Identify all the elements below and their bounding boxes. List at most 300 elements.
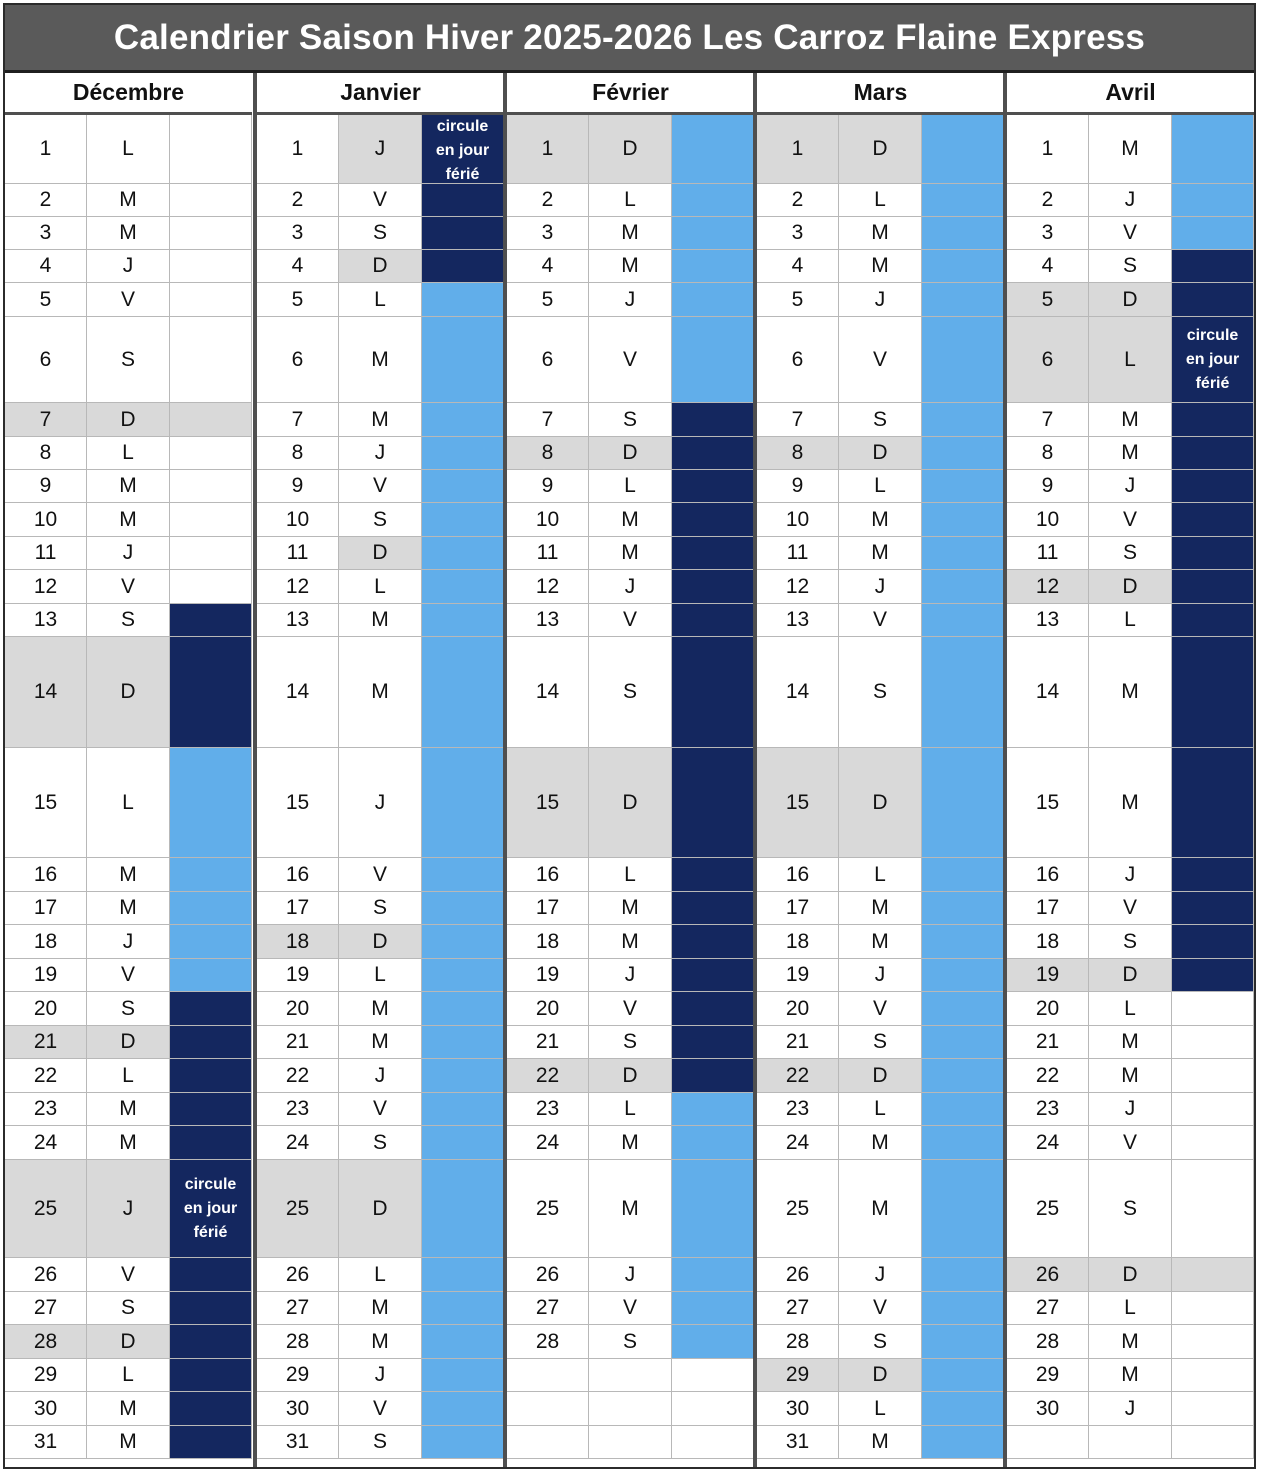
service-indicator <box>922 1059 1004 1093</box>
service-indicator <box>922 503 1004 537</box>
weekday-letter: V <box>87 959 170 992</box>
weekday-letter: M <box>839 1126 922 1160</box>
day-number: 3 <box>257 217 339 250</box>
weekday-letter: M <box>589 1126 672 1160</box>
day-number: 1 <box>507 115 589 184</box>
day-number: 31 <box>5 1426 87 1459</box>
day-number: 26 <box>257 1258 339 1292</box>
service-indicator <box>672 1392 754 1426</box>
weekday-letter: J <box>87 537 170 570</box>
weekday-letter: S <box>339 503 422 537</box>
day-number: 5 <box>1007 283 1089 317</box>
weekday-letter: J <box>87 925 170 959</box>
service-indicator <box>170 317 252 403</box>
day-number: 30 <box>5 1392 87 1426</box>
service-indicator <box>922 317 1004 403</box>
day-number: 11 <box>5 537 87 570</box>
weekday-letter: V <box>339 1093 422 1126</box>
day-number <box>1007 1426 1089 1459</box>
day-number <box>507 1392 589 1426</box>
weekday-letter: L <box>839 858 922 892</box>
service-indicator <box>922 1258 1004 1292</box>
service-indicator <box>170 503 252 537</box>
weekday-letter: D <box>1089 959 1172 992</box>
weekday-letter: J <box>589 570 672 604</box>
weekday-letter: M <box>1089 1026 1172 1059</box>
service-indicator <box>672 184 754 217</box>
service-indicator <box>422 1059 504 1093</box>
day-number: 5 <box>257 283 339 317</box>
weekday-letter: M <box>589 1160 672 1258</box>
day-number: 7 <box>1007 403 1089 437</box>
day-number: 15 <box>757 748 839 858</box>
weekday-letter: M <box>1089 437 1172 470</box>
day-number: 21 <box>5 1026 87 1059</box>
weekday-letter: V <box>839 1292 922 1325</box>
service-indicator <box>170 604 252 637</box>
service-indicator <box>922 437 1004 470</box>
service-indicator <box>422 892 504 925</box>
service-indicator <box>422 503 504 537</box>
day-number: 30 <box>757 1392 839 1426</box>
weekday-letter: L <box>839 1392 922 1426</box>
weekday-letter: L <box>1089 317 1172 403</box>
service-indicator <box>672 1292 754 1325</box>
day-number: 26 <box>5 1258 87 1292</box>
weekday-letter: J <box>839 570 922 604</box>
weekday-letter: D <box>589 1059 672 1093</box>
weekday-letter: V <box>87 570 170 604</box>
service-indicator <box>170 1026 252 1059</box>
service-indicator <box>170 184 252 217</box>
weekday-letter: J <box>589 1258 672 1292</box>
day-number: 8 <box>757 437 839 470</box>
weekday-letter: L <box>1089 604 1172 637</box>
weekday-letter: V <box>589 992 672 1026</box>
day-number: 6 <box>1007 317 1089 403</box>
month-separator <box>253 73 257 1469</box>
weekday-letter: V <box>87 283 170 317</box>
weekday-letter: L <box>1089 1292 1172 1325</box>
holiday-service-note: circule en jour férié <box>183 1175 238 1241</box>
weekday-letter: D <box>839 1059 922 1093</box>
service-indicator <box>1172 570 1254 604</box>
weekday-letter: L <box>87 437 170 470</box>
weekday-letter: M <box>87 1426 170 1459</box>
service-indicator <box>1172 470 1254 503</box>
weekday-letter: S <box>87 604 170 637</box>
day-number: 13 <box>257 604 339 637</box>
service-indicator <box>1172 115 1254 184</box>
day-number: 10 <box>1007 503 1089 537</box>
day-number: 23 <box>257 1093 339 1126</box>
service-indicator <box>922 1160 1004 1258</box>
day-number: 15 <box>507 748 589 858</box>
weekday-letter: D <box>339 537 422 570</box>
day-number: 8 <box>257 437 339 470</box>
service-indicator <box>170 1258 252 1292</box>
service-indicator <box>170 115 252 184</box>
weekday-letter: D <box>589 115 672 184</box>
weekday-letter: J <box>1089 858 1172 892</box>
service-indicator <box>922 115 1004 184</box>
service-indicator <box>1172 992 1254 1026</box>
weekday-letter: J <box>839 1258 922 1292</box>
weekday-letter: V <box>339 858 422 892</box>
service-indicator <box>922 403 1004 437</box>
service-indicator <box>672 892 754 925</box>
service-indicator <box>1172 925 1254 959</box>
weekday-letter: V <box>339 470 422 503</box>
service-indicator <box>422 637 504 748</box>
service-indicator <box>422 250 504 283</box>
weekday-letter: M <box>589 925 672 959</box>
service-indicator <box>1172 892 1254 925</box>
service-indicator <box>170 217 252 250</box>
day-number: 4 <box>1007 250 1089 283</box>
weekday-letter: D <box>589 437 672 470</box>
month-header: Avril <box>1007 73 1254 115</box>
day-number: 12 <box>257 570 339 604</box>
weekday-letter: M <box>1089 115 1172 184</box>
service-indicator <box>422 437 504 470</box>
day-number: 15 <box>5 748 87 858</box>
service-indicator <box>1172 184 1254 217</box>
month-column <box>257 73 504 1469</box>
day-number: 28 <box>5 1325 87 1359</box>
day-number: 6 <box>757 317 839 403</box>
service-indicator <box>672 959 754 992</box>
weekday-letter: V <box>1089 217 1172 250</box>
day-number: 13 <box>1007 604 1089 637</box>
service-indicator <box>1172 1026 1254 1059</box>
service-indicator <box>1172 1160 1254 1258</box>
weekday-letter: M <box>87 1093 170 1126</box>
service-indicator <box>170 925 252 959</box>
day-number: 4 <box>507 250 589 283</box>
month-column <box>5 73 252 1469</box>
day-number: 24 <box>1007 1126 1089 1160</box>
weekday-letter: D <box>87 1325 170 1359</box>
service-indicator <box>672 570 754 604</box>
month-separator <box>503 73 507 1469</box>
service-indicator <box>1172 250 1254 283</box>
day-number: 7 <box>757 403 839 437</box>
service-indicator <box>422 858 504 892</box>
weekday-letter: L <box>839 470 922 503</box>
day-number: 4 <box>257 250 339 283</box>
weekday-letter: L <box>1089 992 1172 1026</box>
day-number: 24 <box>757 1126 839 1160</box>
day-number: 10 <box>257 503 339 537</box>
day-number: 25 <box>1007 1160 1089 1258</box>
month-header: Décembre <box>5 73 252 115</box>
service-indicator <box>1172 1325 1254 1359</box>
weekday-letter: V <box>1089 503 1172 537</box>
day-number: 27 <box>757 1292 839 1325</box>
day-number: 7 <box>5 403 87 437</box>
service-indicator <box>1172 959 1254 992</box>
service-indicator <box>672 250 754 283</box>
day-number: 19 <box>5 959 87 992</box>
day-number: 16 <box>257 858 339 892</box>
service-indicator <box>672 1359 754 1392</box>
weekday-letter: L <box>339 570 422 604</box>
service-indicator <box>922 1359 1004 1392</box>
day-number: 22 <box>5 1059 87 1093</box>
day-number: 18 <box>1007 925 1089 959</box>
service-indicator <box>422 115 504 184</box>
service-indicator <box>170 403 252 437</box>
day-number: 15 <box>1007 748 1089 858</box>
weekday-letter: S <box>87 992 170 1026</box>
service-indicator <box>1172 283 1254 317</box>
weekday-letter: D <box>839 1359 922 1392</box>
weekday-letter: M <box>839 925 922 959</box>
weekday-letter: M <box>339 1026 422 1059</box>
weekday-letter: M <box>839 1426 922 1459</box>
service-indicator <box>1172 1093 1254 1126</box>
day-number: 15 <box>257 748 339 858</box>
day-number: 2 <box>257 184 339 217</box>
day-number: 17 <box>507 892 589 925</box>
service-indicator <box>1172 1258 1254 1292</box>
weekday-letter: V <box>839 604 922 637</box>
day-number: 13 <box>507 604 589 637</box>
day-number: 22 <box>507 1059 589 1093</box>
day-number: 25 <box>757 1160 839 1258</box>
month-header: Janvier <box>257 73 504 115</box>
day-number: 25 <box>257 1160 339 1258</box>
service-indicator <box>1172 1392 1254 1426</box>
day-number: 6 <box>507 317 589 403</box>
month-separator <box>753 73 757 1469</box>
weekday-letter: J <box>339 1359 422 1392</box>
weekday-letter: S <box>1089 537 1172 570</box>
service-indicator <box>422 1325 504 1359</box>
weekday-letter: S <box>339 217 422 250</box>
service-indicator <box>170 437 252 470</box>
day-number: 21 <box>1007 1026 1089 1059</box>
service-indicator <box>922 283 1004 317</box>
weekday-letter: M <box>1089 637 1172 748</box>
day-number: 14 <box>1007 637 1089 748</box>
day-number: 24 <box>257 1126 339 1160</box>
service-indicator <box>922 184 1004 217</box>
day-number: 23 <box>5 1093 87 1126</box>
day-number: 18 <box>257 925 339 959</box>
service-indicator <box>922 959 1004 992</box>
service-indicator <box>170 1059 252 1093</box>
service-indicator <box>170 1426 252 1459</box>
service-indicator <box>672 1325 754 1359</box>
day-number: 29 <box>257 1359 339 1392</box>
service-indicator <box>422 1126 504 1160</box>
weekday-letter: M <box>87 470 170 503</box>
weekday-letter: M <box>339 992 422 1026</box>
service-indicator <box>170 1359 252 1392</box>
weekday-letter: M <box>339 637 422 748</box>
day-number: 1 <box>757 115 839 184</box>
day-number: 17 <box>1007 892 1089 925</box>
service-indicator <box>1172 604 1254 637</box>
holiday-service-note: circule en jour férié <box>1185 326 1240 392</box>
day-number: 30 <box>1007 1392 1089 1426</box>
service-indicator <box>922 858 1004 892</box>
service-indicator <box>922 470 1004 503</box>
service-indicator <box>672 403 754 437</box>
day-number: 19 <box>257 959 339 992</box>
day-number: 20 <box>757 992 839 1026</box>
weekday-letter: M <box>339 403 422 437</box>
weekday-letter: J <box>1089 1093 1172 1126</box>
service-indicator <box>672 992 754 1026</box>
service-indicator <box>170 892 252 925</box>
weekday-letter: L <box>839 184 922 217</box>
service-indicator <box>422 317 504 403</box>
day-number: 14 <box>757 637 839 748</box>
weekday-letter: J <box>839 959 922 992</box>
day-number: 8 <box>5 437 87 470</box>
day-number: 9 <box>507 470 589 503</box>
service-indicator <box>422 1026 504 1059</box>
weekday-letter: L <box>839 1093 922 1126</box>
weekday-letter: M <box>87 892 170 925</box>
weekday-letter: D <box>589 748 672 858</box>
day-number: 13 <box>5 604 87 637</box>
day-number: 1 <box>1007 115 1089 184</box>
service-indicator <box>922 537 1004 570</box>
day-number <box>507 1426 589 1459</box>
service-indicator <box>422 1359 504 1392</box>
day-number: 20 <box>5 992 87 1026</box>
day-number: 24 <box>507 1126 589 1160</box>
service-indicator <box>922 748 1004 858</box>
day-number: 3 <box>757 217 839 250</box>
page-title: Calendrier Saison Hiver 2025-2026 Les Carroz Flaine Express <box>5 5 1254 73</box>
weekday-letter: M <box>839 537 922 570</box>
day-number: 27 <box>1007 1292 1089 1325</box>
weekday-letter: M <box>339 604 422 637</box>
service-indicator <box>672 637 754 748</box>
day-number: 8 <box>507 437 589 470</box>
service-indicator <box>672 1093 754 1126</box>
service-indicator <box>170 250 252 283</box>
weekday-letter: S <box>339 1126 422 1160</box>
weekday-letter: V <box>1089 1126 1172 1160</box>
weekday-letter: S <box>1089 925 1172 959</box>
weekday-letter: J <box>339 437 422 470</box>
weekday-letter: V <box>339 1392 422 1426</box>
weekday-letter: J <box>339 1059 422 1093</box>
weekday-letter: S <box>839 1325 922 1359</box>
day-number: 26 <box>1007 1258 1089 1292</box>
service-indicator <box>422 1093 504 1126</box>
day-number: 1 <box>257 115 339 184</box>
weekday-letter: M <box>87 858 170 892</box>
service-indicator <box>422 748 504 858</box>
weekday-letter: L <box>87 1059 170 1093</box>
day-number: 17 <box>257 892 339 925</box>
day-number: 6 <box>5 317 87 403</box>
weekday-letter: M <box>87 503 170 537</box>
service-indicator <box>922 217 1004 250</box>
weekday-letter: V <box>589 317 672 403</box>
day-number: 12 <box>757 570 839 604</box>
weekday-letter: S <box>589 1026 672 1059</box>
service-indicator <box>672 748 754 858</box>
weekday-letter: V <box>87 1258 170 1292</box>
service-indicator <box>1172 1059 1254 1093</box>
weekday-letter: S <box>339 892 422 925</box>
day-number: 17 <box>757 892 839 925</box>
weekday-letter <box>589 1359 672 1392</box>
weekday-letter: M <box>589 892 672 925</box>
day-number: 20 <box>507 992 589 1026</box>
day-number: 31 <box>757 1426 839 1459</box>
service-indicator <box>170 1392 252 1426</box>
weekday-letter: D <box>87 1026 170 1059</box>
day-number: 31 <box>257 1426 339 1459</box>
day-number: 10 <box>5 503 87 537</box>
weekday-letter: M <box>339 1292 422 1325</box>
calendar-frame <box>3 3 1256 1469</box>
weekday-letter: J <box>839 283 922 317</box>
service-indicator <box>170 748 252 858</box>
day-number: 19 <box>757 959 839 992</box>
service-indicator <box>170 470 252 503</box>
service-indicator <box>672 317 754 403</box>
weekday-letter: M <box>1089 1059 1172 1093</box>
day-number: 4 <box>5 250 87 283</box>
weekday-letter: L <box>87 1359 170 1392</box>
weekday-letter: J <box>1089 1392 1172 1426</box>
service-indicator <box>672 437 754 470</box>
day-number: 23 <box>507 1093 589 1126</box>
weekday-letter: L <box>339 283 422 317</box>
weekday-letter: D <box>839 437 922 470</box>
weekday-letter: J <box>87 1160 170 1258</box>
service-indicator <box>170 283 252 317</box>
day-number: 20 <box>1007 992 1089 1026</box>
service-indicator <box>422 537 504 570</box>
weekday-letter: S <box>589 403 672 437</box>
weekday-letter <box>1089 1426 1172 1459</box>
weekday-letter: M <box>87 1126 170 1160</box>
service-indicator <box>422 283 504 317</box>
service-indicator <box>422 925 504 959</box>
day-number: 6 <box>257 317 339 403</box>
day-number: 5 <box>507 283 589 317</box>
service-indicator <box>672 1059 754 1093</box>
day-number: 29 <box>1007 1359 1089 1392</box>
service-indicator <box>422 992 504 1026</box>
weekday-letter <box>589 1392 672 1426</box>
weekday-letter <box>589 1426 672 1459</box>
service-indicator <box>422 604 504 637</box>
service-indicator <box>922 1392 1004 1426</box>
day-number: 27 <box>257 1292 339 1325</box>
day-number: 2 <box>757 184 839 217</box>
weekday-letter: S <box>1089 1160 1172 1258</box>
day-number: 26 <box>507 1258 589 1292</box>
service-indicator <box>170 537 252 570</box>
service-indicator <box>170 992 252 1026</box>
day-number: 13 <box>757 604 839 637</box>
day-number: 9 <box>5 470 87 503</box>
day-number: 12 <box>507 570 589 604</box>
service-indicator <box>1172 437 1254 470</box>
